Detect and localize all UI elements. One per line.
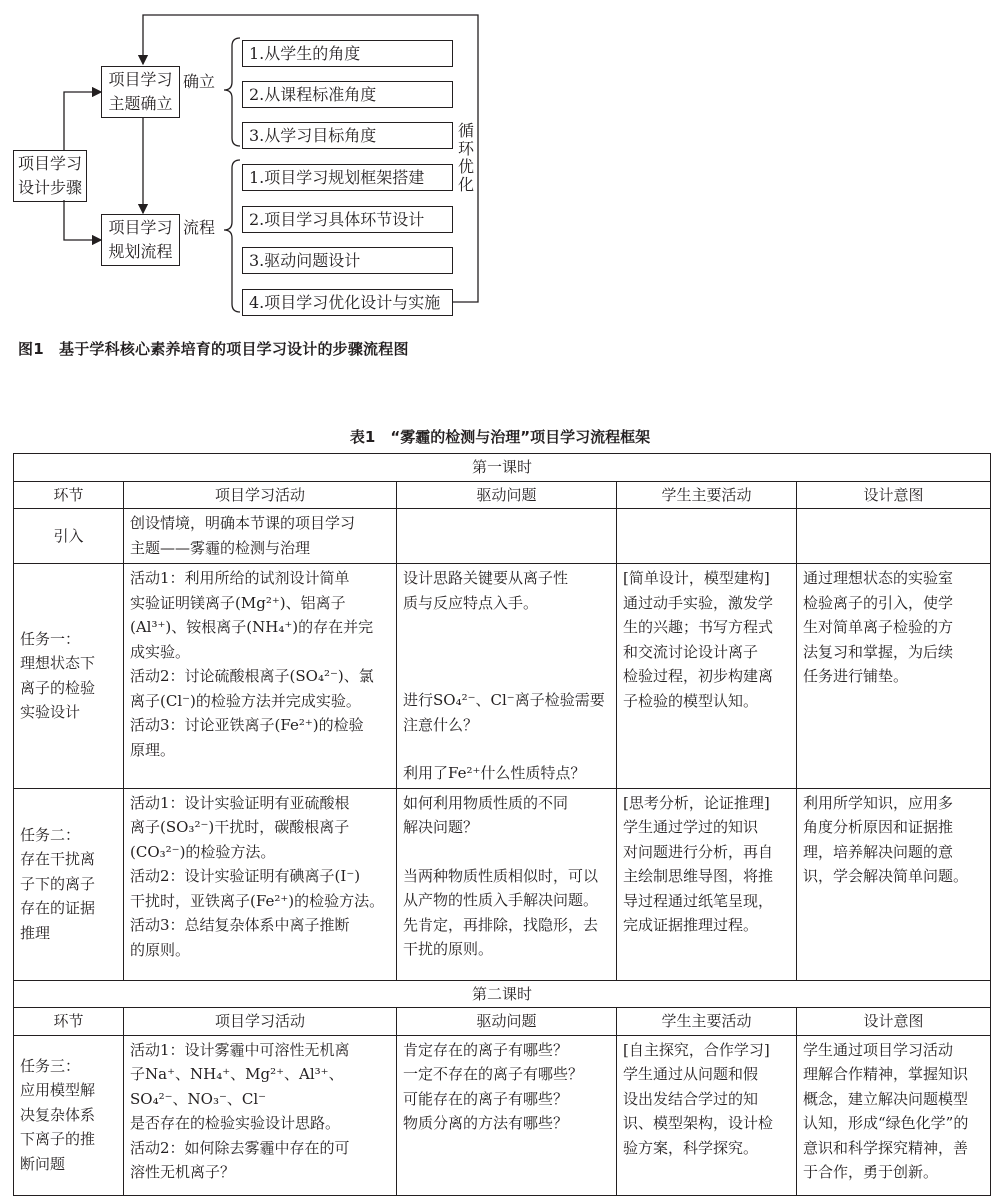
- label-loop: 循环优化: [457, 121, 474, 194]
- activity-cell: 创设情境，明确本节课的项目学习 主题——雾霾的检测与治理: [124, 509, 397, 564]
- intent-cell: 学生通过项目学习活动 理解合作精神，掌握知识 概念，建立解决问题模型 认知，形成“绿色化学”的 意识和科学探究精神，善 于合作，勇于创新。: [797, 1035, 991, 1195]
- figure-caption: 图1 基于学科核心素养培育的项目学习设计的步骤流程图: [18, 340, 409, 358]
- header-student: 学生主要活动: [617, 481, 797, 509]
- intent-cell: [797, 509, 991, 564]
- label-process: 流程: [183, 218, 216, 237]
- header-row: [14, 1008, 991, 1036]
- stage-cell: 引入: [14, 509, 124, 564]
- header-activity: 项目学习活动: [124, 1008, 397, 1036]
- topic-box: 项目学习主题确立: [101, 66, 180, 118]
- header-intent: 设计意图: [797, 481, 991, 509]
- intent-cell: 通过理想状态的实验室 检验离子的引入，使学 生对简单离子检验的方 法复习和掌握，为后续 任务进行铺垫。: [797, 564, 991, 789]
- session-2-header: 第二课时: [14, 980, 991, 1008]
- plan-box: 项目学习规划流程: [101, 214, 180, 266]
- question-cell: 肯定存在的离子有哪些？ 一定不存在的离子有哪些？ 可能存在的离子有哪些？ 物质分离的方法有哪些？: [397, 1035, 617, 1195]
- process-step-4: 4.项目学习优化设计与实施: [242, 289, 453, 316]
- process-step-2: 2.项目学习具体环节设计: [242, 206, 453, 233]
- student-cell: [617, 509, 797, 564]
- establish-step-1: 1.从学生的角度: [242, 40, 453, 67]
- header-stage: 环节: [14, 1008, 124, 1036]
- question-cell: 如何利用物质性质的不同 解决问题？ 当两种物质性质相似时，可以 从产物的性质入手解决问题。 先肯定，再排除，找隐形，去 干扰的原则。: [397, 788, 617, 980]
- establish-step-2: 2.从课程标准角度: [242, 81, 453, 108]
- table-row: [14, 564, 991, 789]
- student-cell: [自主探究，合作学习] 学生通过从问题和假 设出发结合学过的知 识、模型架构，设计检 验方案，科学探究。: [617, 1035, 797, 1195]
- activity-cell: 活动1：设计实验证明有亚硫酸根 离子(SO₃²⁻)干扰时，碳酸根离子 (CO₃²⁻)的检验方法。 活动2：设计实验证明有碘离子(I⁻) 干扰时，亚铁离子(Fe²⁺)的检验方法。 活动3：总结复杂体系中离子推断 的原则。: [124, 788, 397, 980]
- header-intent: 设计意图: [797, 1008, 991, 1036]
- label-establish: 确立: [183, 72, 216, 91]
- activity-cell: 活动1：利用所给的试剂设计简单 实验证明镁离子(Mg²⁺)、铝离子 (Al³⁺)、铵根离子(NH₄⁺)的存在并完 成实验。 活动2：讨论硫酸根离子(SO₄²⁻)、氯 离子(Cl⁻)的检验方法并完成实验。 活动3：讨论亚铁离子(Fe²⁺)的检验 原理。: [124, 564, 397, 789]
- header-question: 驱动问题: [397, 481, 617, 509]
- session-1-header: 第一课时: [14, 454, 991, 482]
- student-cell: [思考分析，论证推理] 学生通过学过的知识 对问题进行分析，再自 主绘制思维导图，将推 导过程通过纸笔呈现， 完成证据推理过程。: [617, 788, 797, 980]
- table-row: [14, 1035, 991, 1195]
- table-caption: 表1 “雾霾的检测与治理”项目学习流程框架: [349, 428, 651, 446]
- activity-cell: 活动1：设计雾霾中可溶性无机离 子Na⁺、NH₄⁺、Mg²⁺、Al³⁺、SO₄²⁻、NO₃⁻、Cl⁻ 是否存在的检验实验设计思路。 活动2：如何除去雾霾中存在的可 溶性无机离子？: [124, 1035, 397, 1195]
- project-flow-table: [13, 453, 991, 1196]
- establish-step-3: 3.从学习目标角度: [242, 122, 453, 149]
- stage-cell: 任务二： 存在干扰离 子下的离子 存在的证据 推理: [14, 788, 124, 980]
- flowchart-connectors: [0, 0, 1000, 330]
- header-stage: 环节: [14, 481, 124, 509]
- table-row: [14, 788, 991, 980]
- question-cell: 设计思路关键要从离子性 质与反应特点入手。 进行SO₄²⁻、Cl⁻离子检验需要 注意什么？ 利用了Fe²⁺什么性质特点？: [397, 564, 617, 789]
- header-row: [14, 481, 991, 509]
- process-step-3: 3.驱动问题设计: [242, 247, 453, 274]
- stage-cell: 任务一： 理想状态下 离子的检验 实验设计: [14, 564, 124, 789]
- question-cell: [397, 509, 617, 564]
- header-activity: 项目学习活动: [124, 481, 397, 509]
- table-row: [14, 509, 991, 564]
- intent-cell: 利用所学知识，应用多 角度分析原因和证据推 理，培养解决问题的意 识，学会解决简单问题。: [797, 788, 991, 980]
- header-question: 驱动问题: [397, 1008, 617, 1036]
- process-step-1: 1.项目学习规划框架搭建: [242, 164, 453, 191]
- stage-cell: 任务三： 应用模型解 决复杂体系 下离子的推 断问题: [14, 1035, 124, 1195]
- student-cell: [简单设计，模型建构] 通过动手实验，激发学 生的兴趣；书写方程式 和交流讨论设计离子 检验过程，初步构建离 子检验的模型认知。: [617, 564, 797, 789]
- start-box: 项目学习设计步骤: [13, 150, 87, 202]
- header-student: 学生主要活动: [617, 1008, 797, 1036]
